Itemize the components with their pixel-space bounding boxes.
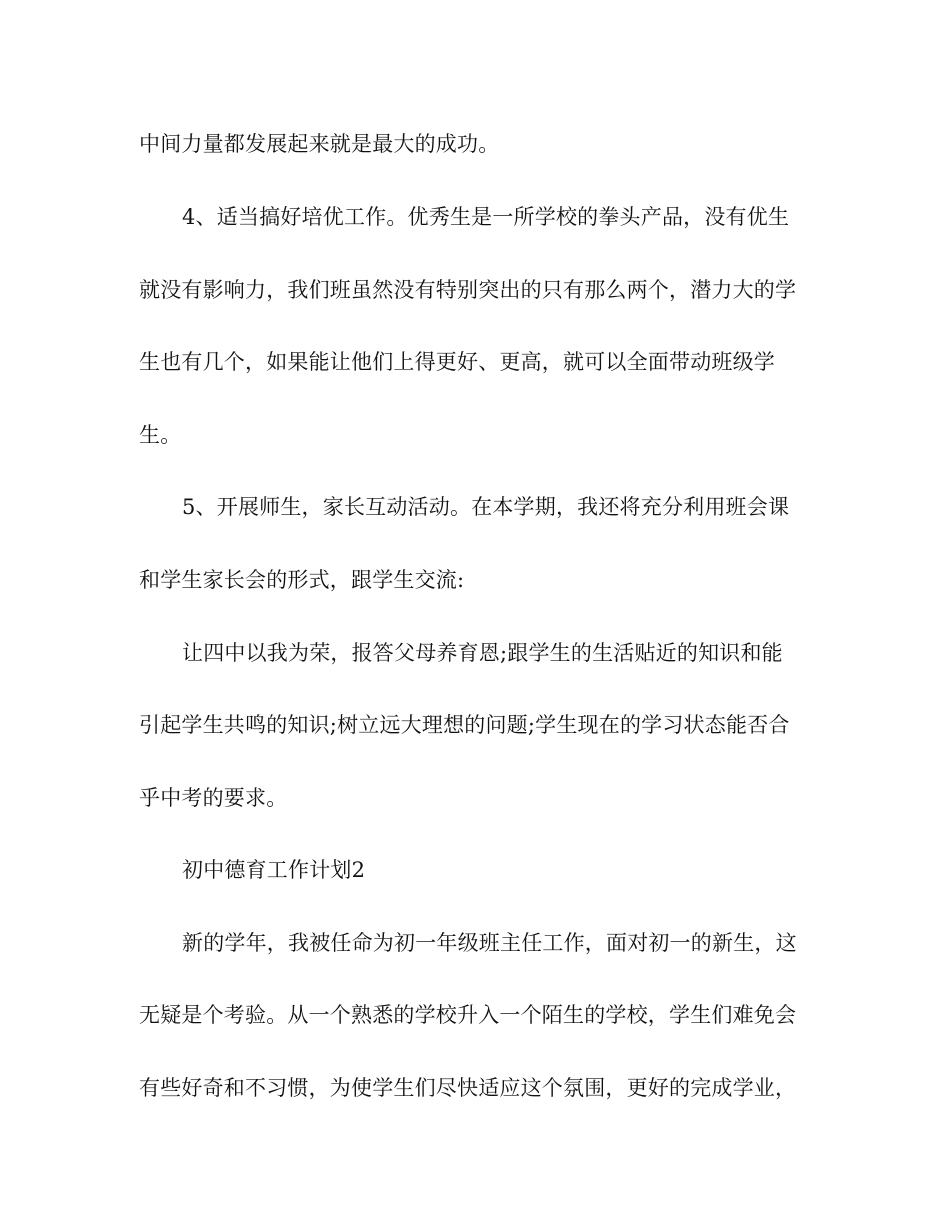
paragraph-line: 5、开展师生，家长互动活动。在本学期，我还将充分利用班会课 <box>182 495 790 519</box>
paragraph-line: 让四中以我为荣，报答父母养育恩;跟学生的生活贴近的知识和能 <box>182 641 783 665</box>
paragraph-line: 乎中考的要求。 <box>139 786 288 810</box>
section-heading: 初中德育工作计划2 <box>182 858 366 882</box>
paragraph-line: 生。 <box>139 423 182 447</box>
paragraph-line: 新的学年，我被任命为初一年级班主任工作，面对初一的新生，这 <box>182 931 797 955</box>
paragraph-line: 引起学生共鸣的知识;树立远大理想的问题;学生现在的学习状态能否合 <box>139 713 790 737</box>
paragraph-line: 无疑是个考验。从一个熟悉的学校升入一个陌生的学校，学生们难免会 <box>139 1003 797 1027</box>
paragraph-line: 和学生家长会的形式，跟学生交流: <box>139 568 465 592</box>
paragraph-line: 就没有影响力，我们班虽然没有特别突出的只有那么两个，潜力大的学 <box>139 278 797 302</box>
paragraph-line: 4、适当搞好培优工作。优秀生是一所学校的拳头产品，没有优生 <box>182 205 790 229</box>
paragraph-line: 生也有几个，如果能让他们上得更好、更高，就可以全面带动班级学 <box>139 350 775 374</box>
paragraph-line: 中间力量都发展起来就是最大的成功。 <box>139 132 500 156</box>
paragraph-line: 有些好奇和不习惯，为使学生们尽快适应这个氛围，更好的完成学业， <box>139 1076 797 1100</box>
